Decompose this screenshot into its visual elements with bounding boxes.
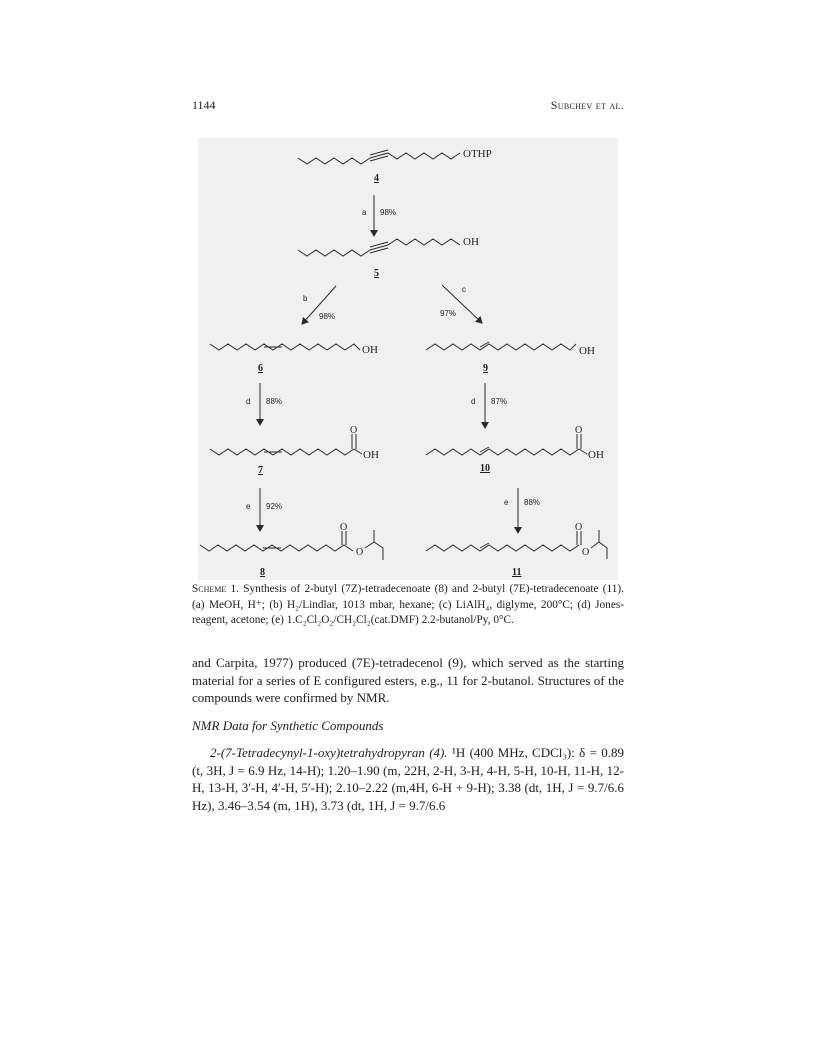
compound-10-group: OH [588, 449, 604, 461]
body-paragraph-1: and Carpita, 1977) produced (7E)-tetradecenol (9), which served as the starting material for a series of E configured esters, e.g., 11 for 2-butanol. Structures of the compounds were confirmed by NMR. [192, 655, 624, 706]
compound-4-structure [298, 148, 492, 184]
compound-5-structure [298, 236, 479, 279]
arrow-d-left-label: d [246, 397, 251, 406]
compound-11-structure [426, 522, 607, 578]
compound-10-structure [426, 425, 604, 474]
section-heading: NMR Data for Synthetic Compounds [192, 718, 384, 733]
arrow-d-left-yield: 88% [266, 397, 283, 406]
compound-title: 2-(7-Tetradecynyl-1-oxy)tetrahydropyran (4). [210, 745, 448, 760]
compound-6-structure [210, 344, 378, 374]
arrow-b-label: b [303, 294, 308, 303]
arrow-e-left-yield: 92% [266, 502, 283, 511]
arrow-d-left [246, 383, 282, 425]
arrow-d-right-label: d [471, 397, 476, 406]
page-number: 1144 [192, 98, 216, 112]
compound-6-number: 6 [258, 363, 263, 374]
compound-8-structure [200, 522, 383, 578]
compound-10-oxo: O [575, 425, 583, 436]
compound-11-number: 11 [512, 567, 522, 578]
compound-7-number: 7 [258, 465, 263, 476]
reaction-scheme [198, 138, 618, 580]
arrow-c-yield: 97% [440, 309, 457, 318]
compound-11-oxo: O [575, 522, 583, 533]
compound-4-group: OTHP [463, 148, 492, 160]
arrow-b-yield: 98% [319, 312, 336, 321]
compound-6-group: OH [362, 344, 378, 356]
compound-8-oxo: O [340, 522, 348, 533]
arrow-e-right-label: e [504, 498, 509, 507]
arrow-e-right-yield: 88% [524, 498, 541, 507]
compound-9-number: 9 [483, 363, 488, 374]
caption-text: Synthesis of 2-butyl (7Z)-tetradecenoate (8) and 2-butyl (7E)-tetradecenoate (11). (a) MeOH, H⁺; (b) H₂/Lindlar, 1013 mbar, hexane; (c) LiAlH₄, diglyme, 200°C; (d) Jones-reagent, acetone; (e) 1.C₂Cl₂O₂/CH₂Cl₂(cat.DMF) 2.2-butanol/Py, 0°C. [192, 583, 624, 626]
arrow-e-right [504, 488, 540, 533]
arrow-d-right [471, 383, 507, 428]
compound-8-number: 8 [260, 567, 265, 578]
arrow-c-label: c [462, 285, 466, 294]
arrow-c [440, 285, 482, 323]
arrow-e-left-label: e [246, 502, 251, 511]
compound-7-oxo: O [350, 425, 358, 436]
compound-10-number: 10 [480, 463, 490, 474]
compound-5-number: 5 [374, 268, 379, 279]
arrow-d-right-yield: 87% [491, 397, 508, 406]
compound-5-group: OH [463, 236, 479, 248]
arrow-a-yield: 98% [380, 208, 397, 217]
arrow-a [362, 195, 396, 236]
body-paragraph-2 [192, 744, 624, 814]
compound-7-structure [210, 425, 379, 476]
scheme-caption [192, 582, 624, 629]
compound-9-group: OH [579, 345, 595, 357]
svg-text:O: O [582, 547, 590, 558]
svg-text:O: O [356, 547, 364, 558]
compound-4-number: 4 [374, 173, 379, 184]
arrow-a-label: a [362, 208, 367, 217]
page-header [192, 98, 624, 114]
running-head: Subchev et al. [550, 98, 624, 112]
compound-9-structure [426, 342, 595, 374]
arrow-b [302, 286, 336, 324]
compound-7-group: OH [363, 449, 379, 461]
arrow-e-left [246, 488, 282, 531]
caption-label: Scheme 1. [192, 583, 239, 595]
nmr-data-text: ¹H (400 MHz, CDCl₃): δ = 0.89 (t, 3H, J = 6.9 Hz, 14-H); 1.20–1.90 (m, 22H, 2-H, 3-H, 4-H, 5-H, 10-H, 11-H, 12-H, 13-H, 3′-H, 4′-H, 5′-H); 2.10–2.22 (m,4H, 6-H + 9-H); 3.38 (dt, 1H, J = 9.7/6.6 Hz), 3.46–3.54 (m, 1H), 3.73 (dt, 1H, J = 9.7/6.6 [192, 745, 625, 813]
